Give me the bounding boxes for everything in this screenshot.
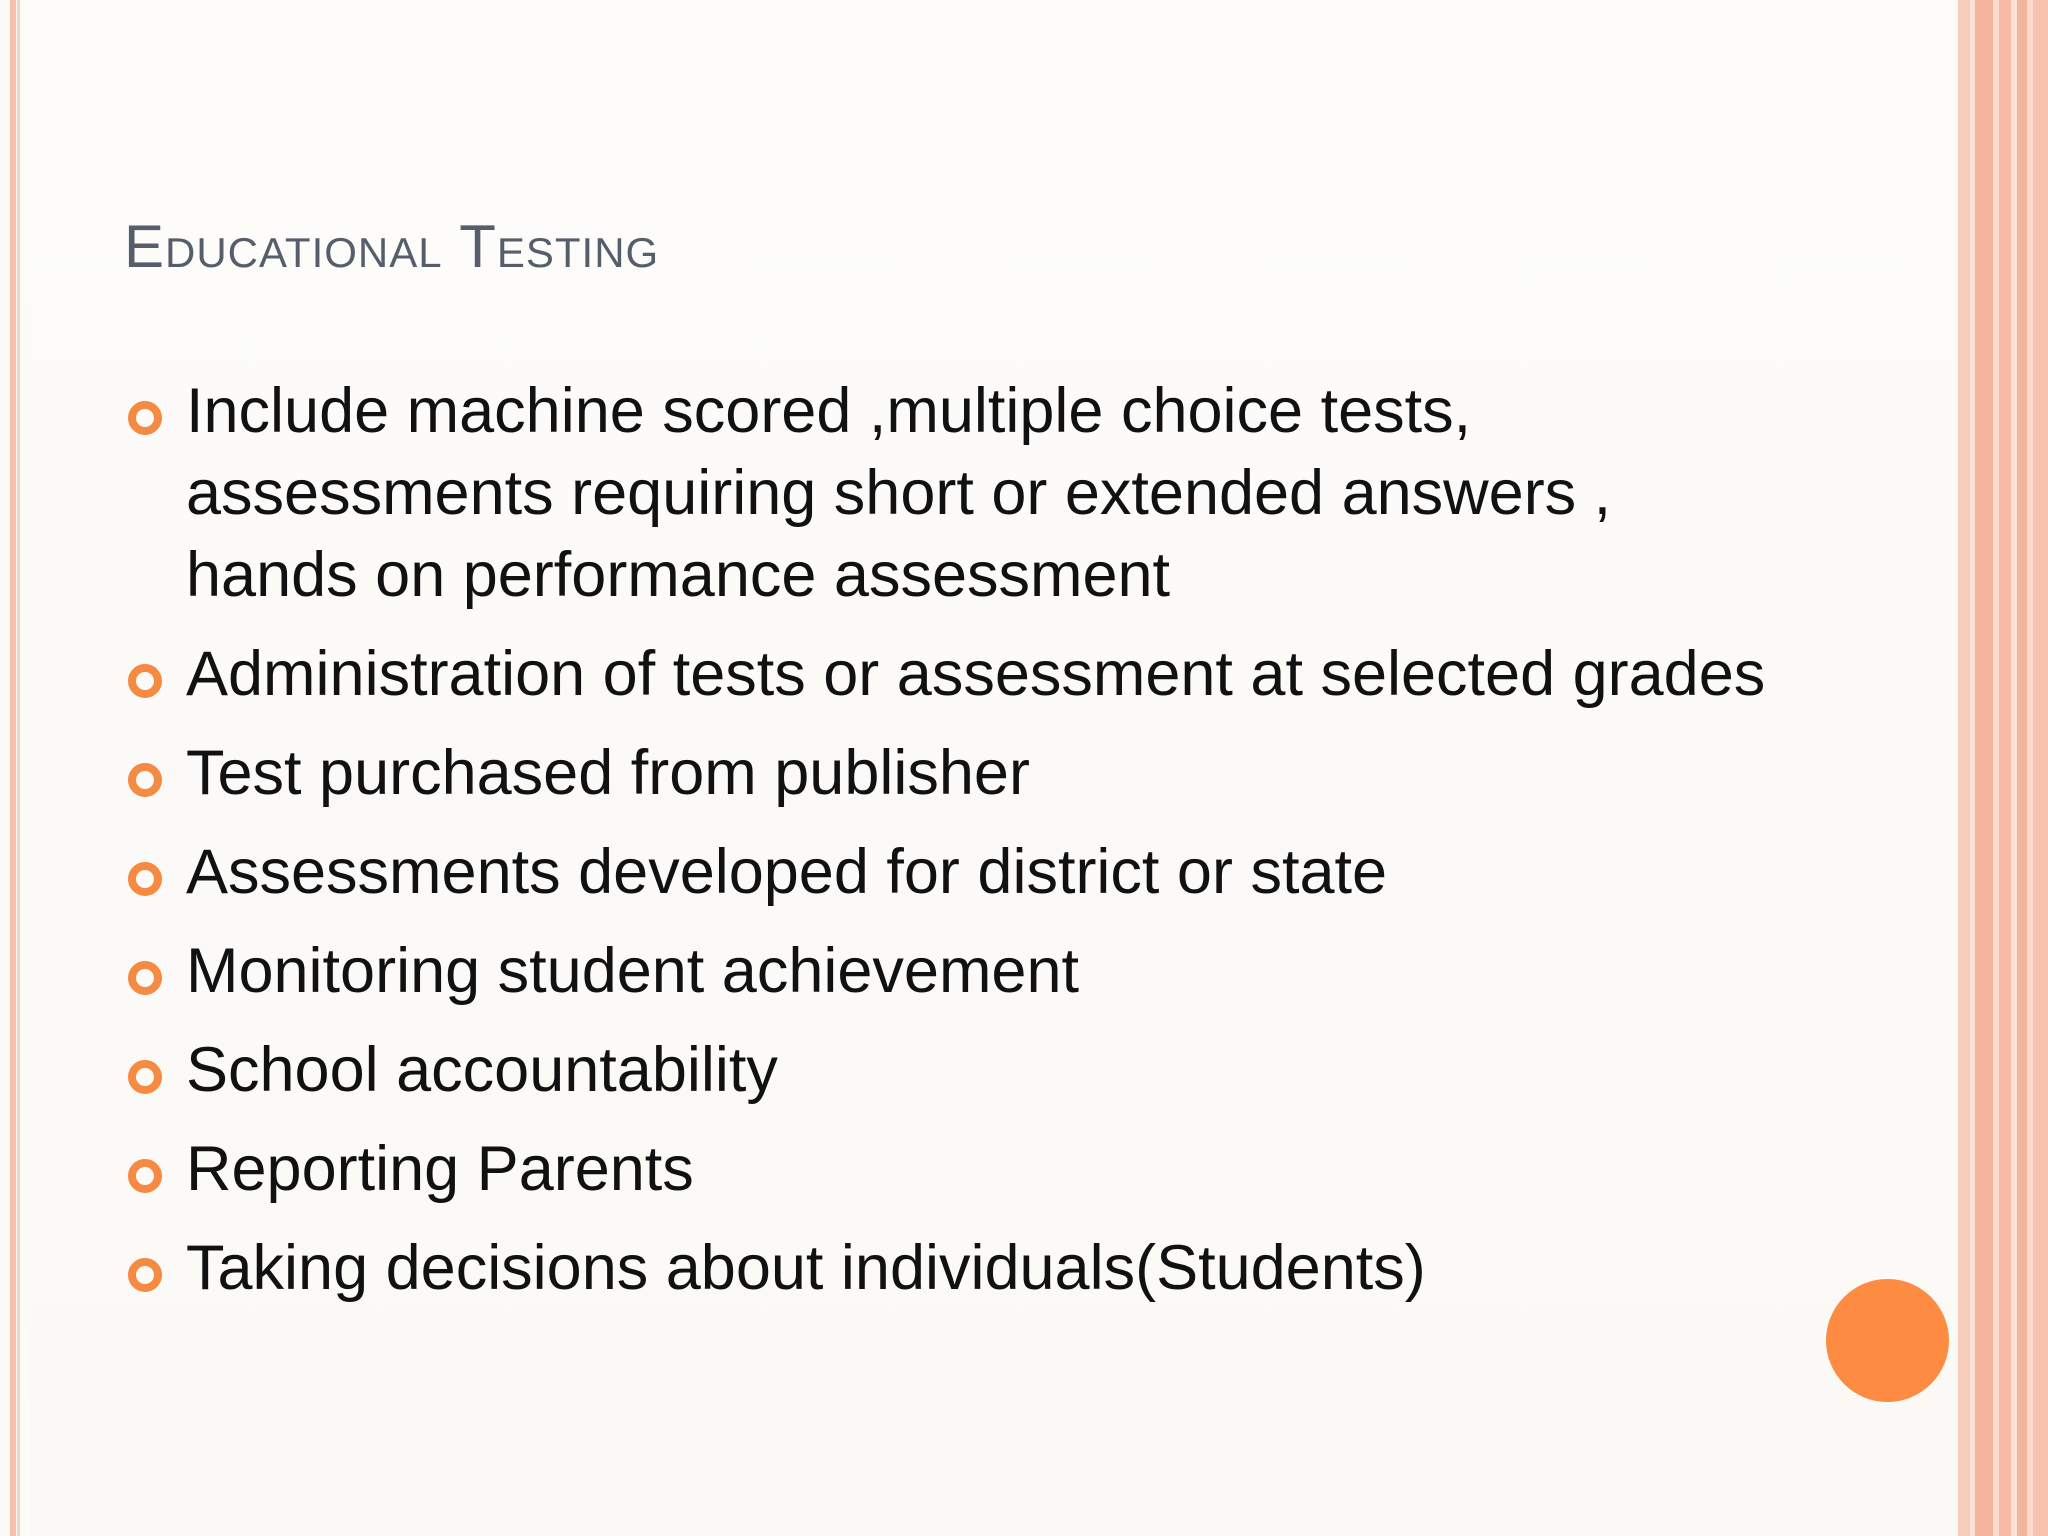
bullet-text: School accountability — [186, 1035, 778, 1105]
right-border-stripe-1 — [1958, 0, 1970, 1536]
bullet-item — [126, 831, 1766, 913]
bullet-text: Test purchased from publisher — [186, 738, 1030, 808]
left-border-stripe-inner — [17, 0, 20, 1536]
bullet-text: Administration of tests or assessment at selected grades — [186, 639, 1766, 709]
bullet-circle-icon — [128, 1060, 162, 1094]
right-border-stripe-7 — [2017, 0, 2027, 1536]
bullet-item — [126, 1128, 1766, 1210]
right-border-stripe-9 — [2033, 0, 2048, 1536]
right-border-stripe-5 — [1999, 0, 2011, 1536]
right-border-stripe-3 — [1975, 0, 1993, 1536]
bullet-circle-icon — [128, 763, 162, 797]
bullet-item — [126, 1029, 1766, 1111]
bullet-circle-icon — [128, 862, 162, 896]
bullet-text: Monitoring student achievement — [186, 936, 1080, 1006]
bullet-item — [126, 1227, 1766, 1309]
bullet-circle-icon — [128, 401, 162, 435]
decorative-orange-circle — [1826, 1279, 1949, 1402]
bullet-text: Reporting Parents — [186, 1134, 694, 1204]
bullet-circle-icon — [128, 1159, 162, 1193]
bullet-text: Include machine scored ,multiple choice tests, assessments requiring short or extended answers , hands on performance assessment — [186, 376, 1612, 610]
slide-title: Educational Testing — [124, 213, 660, 280]
bullet-text: Assessments developed for district or state — [186, 837, 1388, 907]
bullet-text: Taking decisions about individuals(Students) — [186, 1233, 1426, 1303]
bullet-circle-icon — [128, 961, 162, 995]
left-border-stripe — [10, 0, 16, 1536]
bullet-circle-icon — [128, 1258, 162, 1292]
bullet-list — [126, 370, 1766, 1326]
bullet-item — [126, 930, 1766, 1012]
bullet-item — [126, 732, 1766, 814]
bullet-item — [126, 633, 1766, 715]
bullet-circle-icon — [128, 664, 162, 698]
bullet-item — [126, 370, 1766, 616]
